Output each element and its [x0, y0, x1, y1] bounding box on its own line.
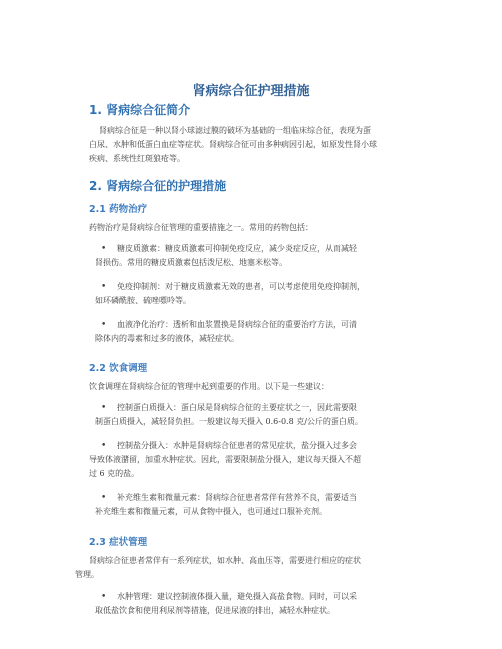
list-item: [89, 280, 427, 308]
list-item: [89, 401, 427, 429]
section-2-heading: 2. 肾病综合征的护理措施: [89, 179, 227, 193]
list-item-line: 肾损伤。常用的糖皮质激素包括泼尼松、地塞米松等。: [95, 258, 287, 267]
paragraph-line: 白尿、水肿和低蛋白血症等症状。肾病综合征可由多种病因引起，如原发性肾小球: [89, 140, 377, 149]
list-item-line: 取低盐饮食和使用利尿剂等措施，促进尿液的排出，减轻水肿症状。: [95, 606, 335, 615]
paragraph-line: 管理。: [75, 570, 99, 579]
section-1-heading: 1. 肾病综合征简介: [89, 103, 191, 117]
bullet-icon: •: [101, 493, 107, 503]
bullet-icon: •: [101, 282, 107, 292]
list-item-line: 控制盐分摄入：水肿是肾病综合征患者的常见症状，盐分摄入过多会: [117, 441, 357, 450]
paragraph-line: 肾病综合征患者常伴有一系列症状，如水肿、高血压等，需要进行相应的症状: [89, 556, 361, 565]
list-item: [89, 439, 427, 481]
document-title: 肾病综合征护理措施: [192, 84, 310, 99]
list-item-line: 导致体液潴留，加重水肿症状。因此，需要限制盐分摄入，建议每天摄入不超: [89, 455, 361, 464]
list-item-line: 血液净化治疗：透析和血浆置换是肾病综合征的重要治疗方法，可清: [117, 320, 357, 329]
list-item: [89, 491, 427, 519]
subsection-2-3-intro: [75, 554, 427, 582]
subsection-2-3-heading: 2.3 症状管理: [89, 537, 148, 548]
list-item-line: 控制蛋白质摄入：蛋白尿是肾病综合征的主要症状之一，因此需要限: [117, 403, 357, 412]
bullet-icon: •: [101, 244, 107, 254]
list-item-line: 除体内的毒素和过多的液体，减轻症状。: [95, 334, 239, 343]
paragraph-line: 肾病综合征是一种以肾小球滤过膜的破坏为基础的一组临床综合征，表现为蛋: [99, 126, 371, 135]
list-item: [89, 590, 427, 618]
list-item-line: 补充维生素和微量元素，可从食物中摄入，也可通过口服补充剂。: [95, 507, 327, 516]
subsection-2-1-intro: 药物治疗是肾病综合征管理的重要措施之一。常用的药物包括：: [89, 223, 313, 232]
subsection-2-2-heading: 2.2 饮食调理: [89, 363, 148, 374]
list-item-line: 免疫抑制剂：对于糖皮质激素无效的患者，可以考虑使用免疫抑制剂，: [117, 282, 365, 291]
subsection-2-2-intro: 饮食调理在肾病综合征的管理中起到重要的作用。以下是一些建议：: [89, 382, 329, 391]
list-item-line: 水肿管理：建议控制液体摄入量，避免摄入高盐食物。同时，可以采: [117, 592, 357, 601]
list-item-line: 补充维生素和微量元素：肾病综合征患者常伴有营养不良，需要适当: [117, 493, 357, 502]
list-item-line: 糖皮质激素：糖皮质激素可抑制免疫反应，减少炎症反应，从而减轻: [117, 244, 357, 253]
bullet-icon: •: [101, 441, 107, 451]
list-item: [89, 318, 427, 346]
section-1-paragraph: [89, 124, 427, 166]
bullet-icon: •: [101, 320, 107, 330]
bullet-icon: •: [101, 592, 107, 602]
paragraph-line: 疾病、系统性红斑狼疮等。: [89, 154, 185, 163]
bullet-icon: •: [101, 403, 107, 413]
list-item-line: 如环磷酰胺、硫唑嘌呤等。: [95, 296, 191, 305]
list-item: [89, 242, 427, 270]
list-item-line: 制蛋白质摄入，减轻肾负担。一般建议每天摄入 0.6-0.8 克/公斤的蛋白质。: [95, 417, 363, 426]
list-item-line: 过 6 克的盐。: [89, 469, 140, 478]
subsection-2-1-heading: 2.1 药物治疗: [89, 204, 148, 215]
